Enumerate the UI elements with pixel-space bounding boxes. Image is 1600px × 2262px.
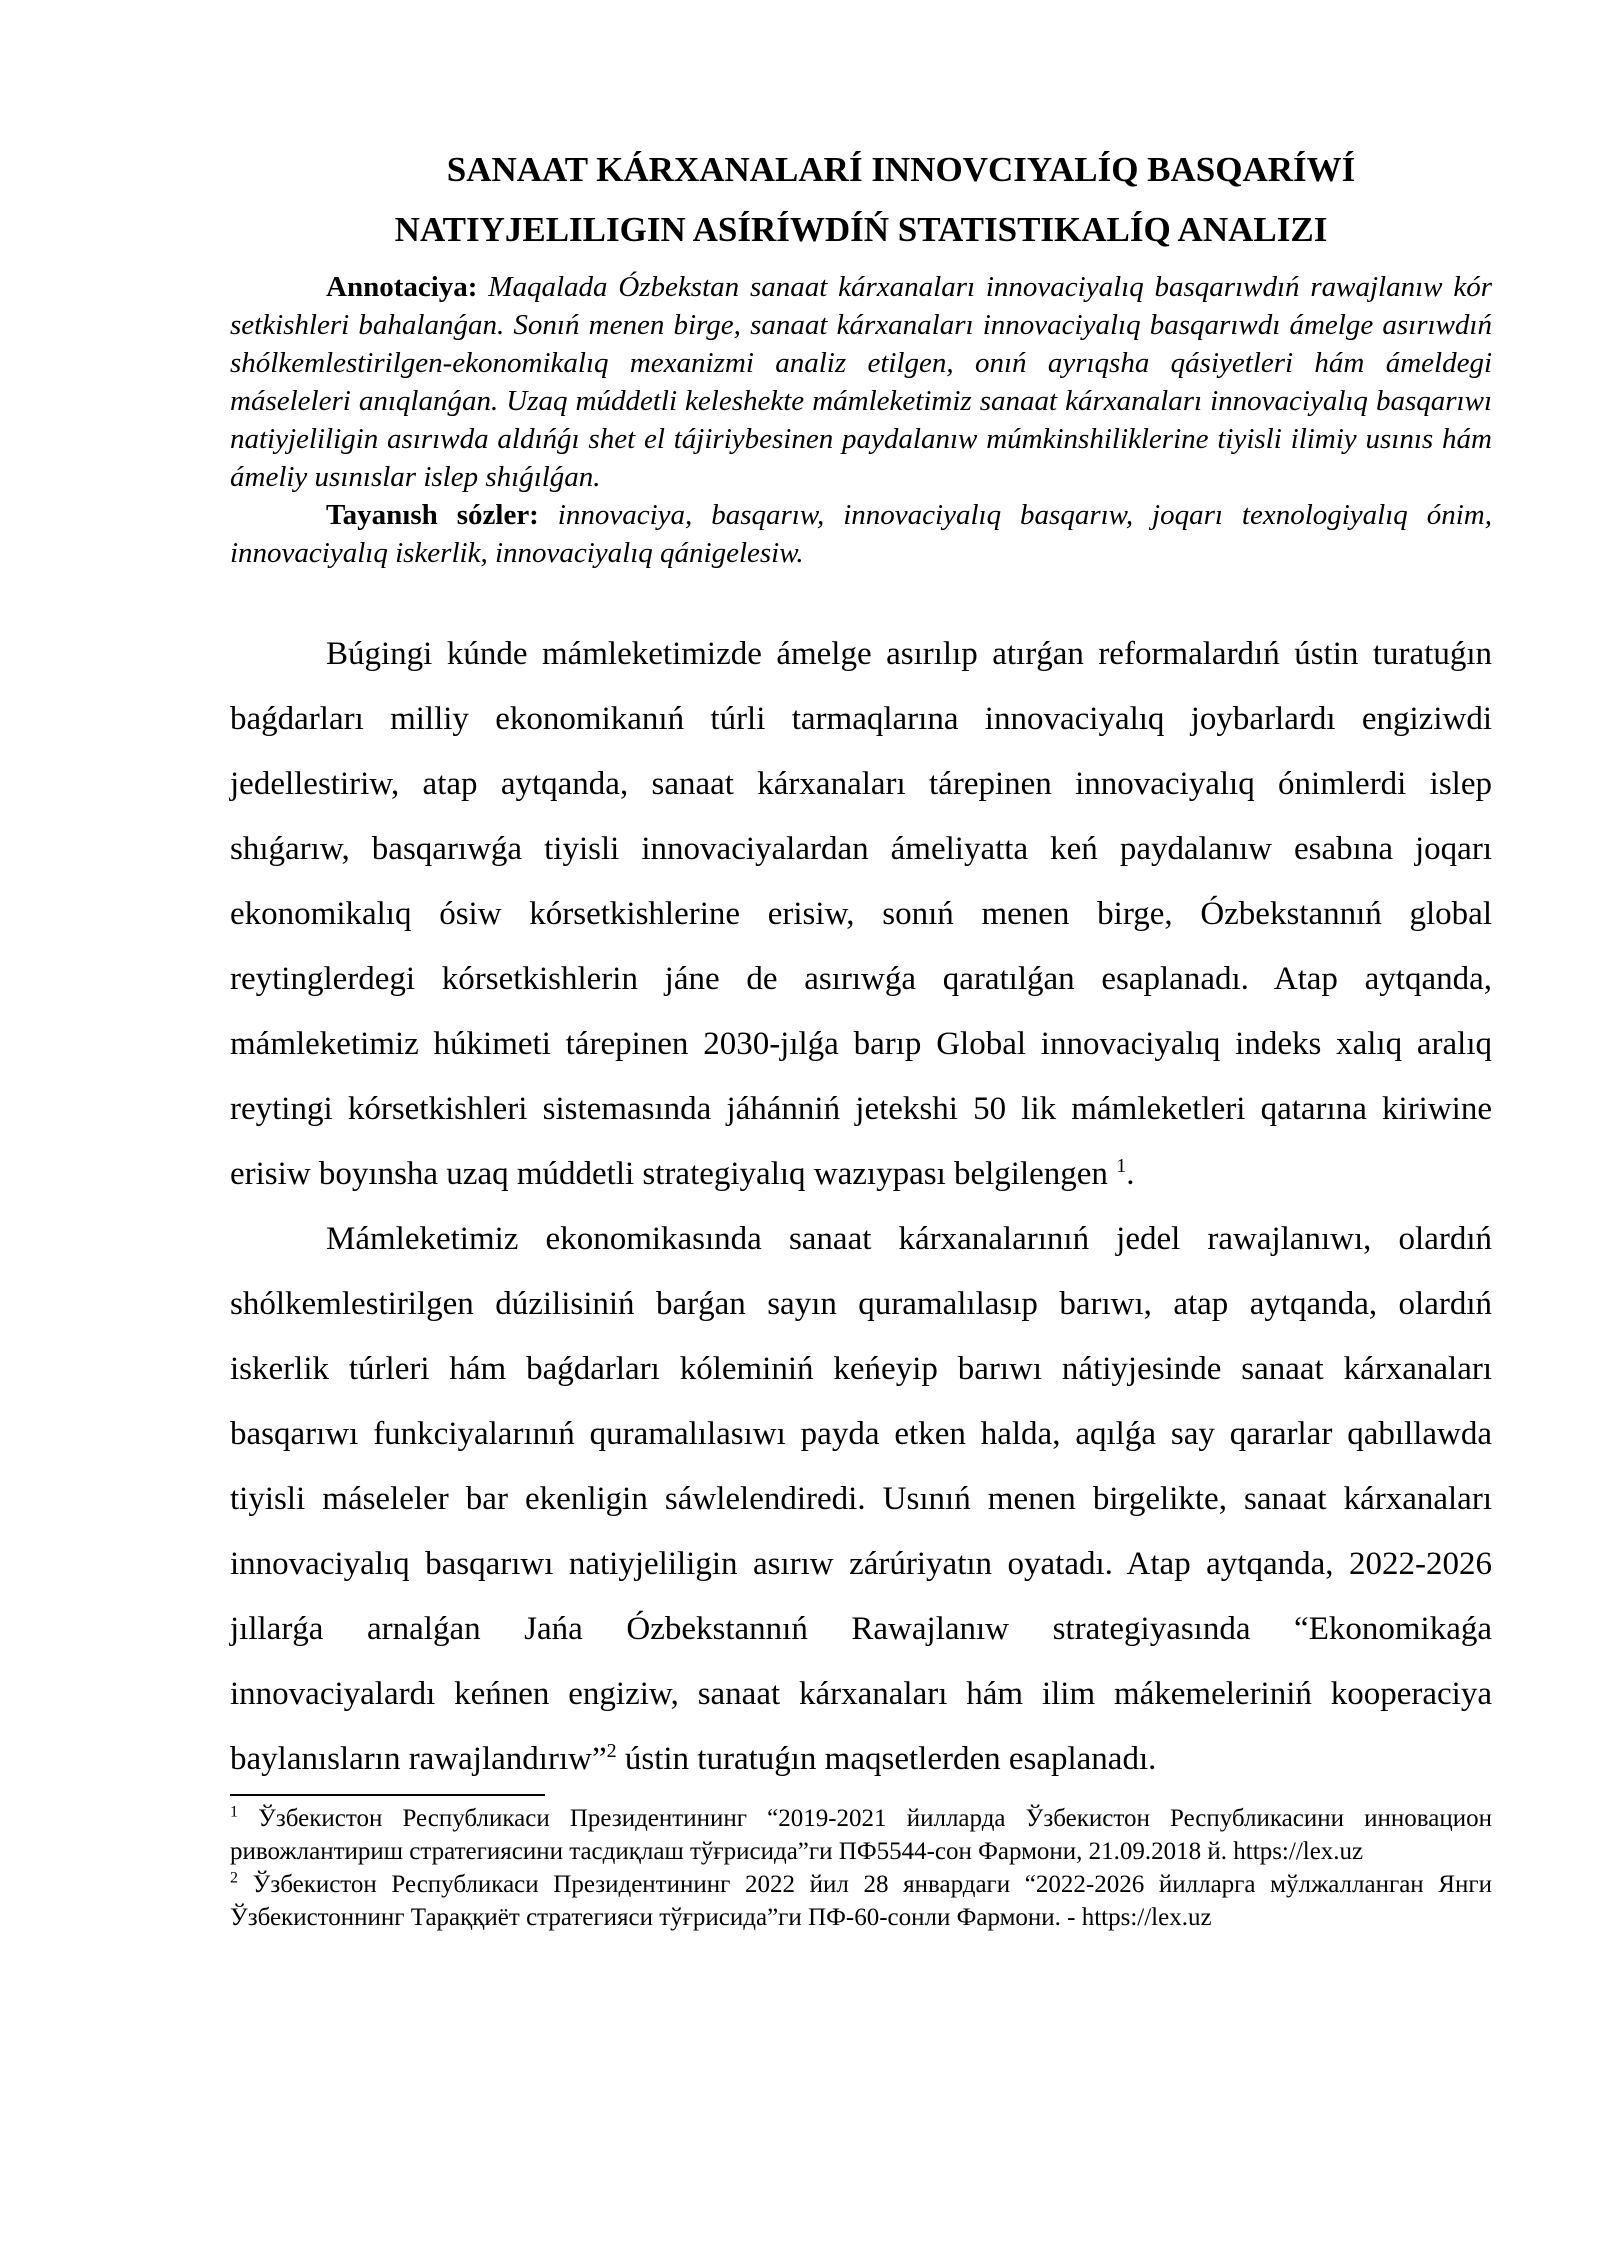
- title-line-2: NATIYJELILIGIN ASÍRÍWDÍŃ STATISTIKALÍQ ANALIZI: [394, 210, 1328, 249]
- paragraph-2-end: ústin turatuǵın maqsetlerden esaplanadı.: [616, 1741, 1157, 1777]
- footnote-2: [230, 1868, 1492, 1934]
- keywords-text: innovaciya, basqarıw, innovaciyalıq basqarıw, joqarı texnologiyalıq ónim, innovaciyalıq iskerlik, innovaciyalıq qánigelesiw.: [230, 499, 1492, 569]
- paragraph-1-text: Búgingi kúnde mámleketimizde ámelge asırılıp atırǵan reformalardıń ústin turatuǵın baǵdarları milliy ekonomikanıń túrli tarmaqlarına innovaciyalıq joybarlardı engiziwdi jedellestiriw, atap aytqanda, sanaat kárxanaları tárepinen innovaciyalıq ónimlerdi islep shıǵarıw, basqarıwǵa tiyisli innovaciyalardan ámeliyatta keń paydalanıw esabına joqarı ekonomikalıq ósiw kórsetkishlerine erisiw, sonıń menen birge, Ózbekstannıń global reytinglerdegi kórsetkishlerin jáne de asırıwǵa qaratılǵan esaplanadı. Atap aytqanda, mámleketimiz húkimeti tárepinen 2030-jılǵa barıp Global innovaciyalıq indeks xalıq aralıq reytingi kórsetkishleri sistemasında jáhánniń jetekshi 50 lik mámleketleri qatarına kiriwine erisiw boyınsha uzaq múddetli strategiyalıq wazıypası belgilengen: [230, 636, 1492, 1192]
- footnote-2-number: 2: [230, 1869, 238, 1887]
- abstract-text: Maqalada Ózbekstan sanaat kárxanaları innovaciyalıq basqarıwdıń rawajlanıw kór setkishleri bahalanǵan. Sonıń menen birge, sanaat kárxanaları innovaciyalıq basqarıwdı ámelge asırıwdıń shólkemlestirilgen-ekonomikalıq mexanizmi analiz etilgen, onıń ayrıqsha qásiyetleri hám ámeldegi máseleleri anıqlanǵan. Uzaq múddetli keleshekte mámleketimiz sanaat kárxanaları innovaciyalıq basqarıwı natiyjeliligin asırıwda aldıńǵı shet el tájiriybesinen paydalanıw múmkinshiliklerine tiyisli ilimiy usınıs hám ámeliy usınıslar islep shıǵılǵan.: [230, 271, 1492, 493]
- article-body: [230, 622, 1492, 1792]
- document-page: [230, 140, 1492, 1934]
- keywords-label: Tayanısh sózler:: [326, 499, 539, 531]
- footnote-ref-2[interactable]: 2: [606, 1740, 617, 1762]
- article-title: [230, 140, 1492, 260]
- title-line-1: SANAAT KÁRXANALARÍ INNOVCIYALÍQ BASQARÍWÍ: [446, 150, 1356, 189]
- footnote-2-text: Ўзбекистон Республикаси Президентининг 2022 йил 28 январдаги “2022-2026 йилларга мўлжалланган Янги Ўзбекистоннинг Тараққиёт стратегияси тўғрисида”ги ПФ-60-сонли Фармони. - https://lex.uz: [230, 1871, 1492, 1931]
- paragraph-2-text: Mámleketimiz ekonomikasında sanaat kárxanalarınıń jedel rawajlanıwı, olardıń shólkemlestirilgen dúzilisiniń barǵan sayın quramalılasıp barıwı, atap aytqanda, olardıń iskerlik túrleri hám baǵdarları kóleminiń keńeyip barıwı nátiyjesinde sanaat kárxanaları basqarıwı funkciyalarınıń quramalılasıwı payda etken halda, aqılǵa say qararlar qabıllawda tiyisli máseleler bar ekenligin sáwlelendiredi. Usınıń menen birgelikte, sanaat kárxanaları innovaciyalıq basqarıwı natiyjeliligin asırıw zárúriyatın oyatadı. Atap aytqanda, 2022-2026 jıllarǵa arnalǵan Jańa Ózbekstannıń Rawajlanıw strategiyasında “Ekonomikaǵa innovaciyalardı keńnen engiziw, sanaat kárxanaları hám ilim mákemeleriniń kooperaciya baylanısların rawajlandırıw”: [230, 1221, 1492, 1777]
- keywords: [230, 496, 1492, 572]
- footnote-ref-1[interactable]: 1: [1116, 1155, 1127, 1177]
- footnotes: [230, 1802, 1492, 1934]
- footnote-1-number: 1: [230, 1803, 238, 1821]
- footnote-1: [230, 1802, 1492, 1868]
- abstract-label: Annotaciya:: [326, 271, 478, 303]
- body-paragraph-2: [230, 1207, 1492, 1792]
- abstract: [230, 268, 1492, 496]
- footnote-1-text: Ўзбекистон Республикаси Президентининг “2019-2021 йилларда Ўзбекистон Республикасини инновацион ривожлантириш стратегиясини тасдиқлаш тўғрисида”ги ПФ5544-сон Фармони, 21.09.2018 й. https://lex.uz: [230, 1805, 1492, 1865]
- body-paragraph-1: [230, 622, 1492, 1207]
- paragraph-1-end: .: [1126, 1156, 1135, 1192]
- footnote-separator: [230, 1794, 545, 1796]
